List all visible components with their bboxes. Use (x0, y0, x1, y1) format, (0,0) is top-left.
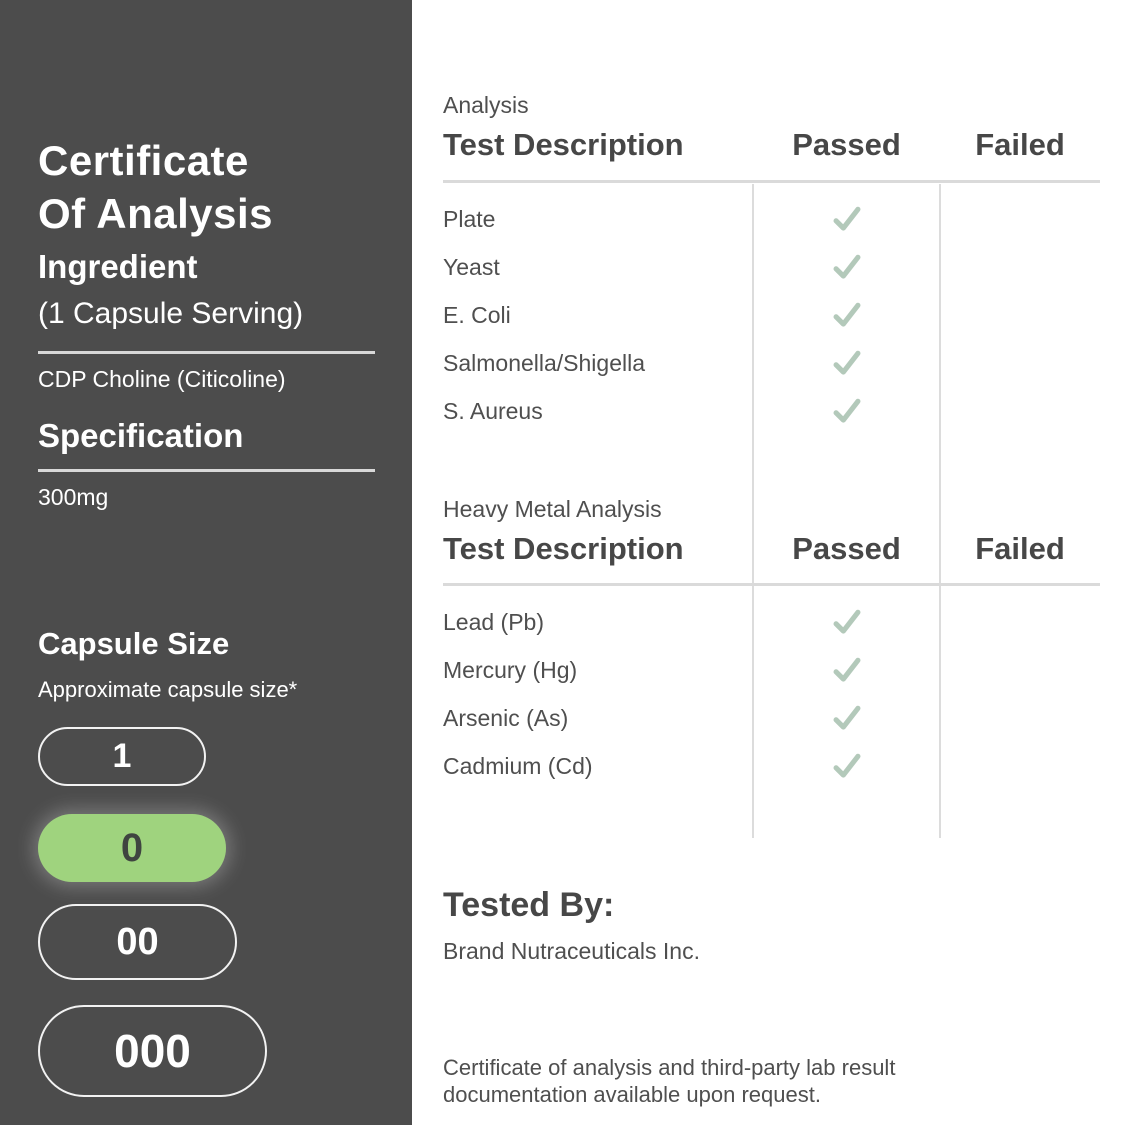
table-row (443, 694, 1100, 742)
check-icon (830, 701, 864, 735)
heavy-metal-section-label: Heavy Metal Analysis (443, 496, 662, 522)
check-icon (830, 298, 864, 332)
check-icon (830, 749, 864, 783)
passed-cell (753, 394, 940, 428)
test-name: Salmonella/Shigella (443, 349, 646, 376)
test-name: S. Aureus (443, 397, 543, 424)
capsule-size-option-label: 1 (112, 737, 132, 775)
ingredient-value: CDP Choline (Citicoline) (38, 366, 286, 392)
column-header-failed: Failed (975, 127, 1065, 162)
table-row (443, 195, 1100, 243)
capsule-size-option-00[interactable] (38, 904, 237, 980)
capsule-size-heading: Capsule Size (38, 626, 230, 661)
passed-cell (753, 701, 940, 735)
column-header-test-description: Test Description (443, 531, 684, 566)
table-row (443, 291, 1100, 339)
test-name: E. Coli (443, 301, 511, 328)
check-icon (830, 653, 864, 687)
check-icon (830, 346, 864, 380)
page-title (38, 134, 273, 240)
passed-cell (753, 749, 940, 783)
column-header-passed: Passed (792, 127, 901, 162)
test-name: Cadmium (Cd) (443, 752, 593, 779)
analysis-header-divider (443, 180, 1100, 183)
passed-cell (753, 605, 940, 639)
capsule-size-option-0-selected[interactable] (38, 814, 226, 882)
test-name: Yeast (443, 253, 500, 280)
capsule-size-option-label: 000 (114, 1025, 191, 1077)
check-icon (830, 394, 864, 428)
column-header-test-description: Test Description (443, 127, 684, 162)
tested-by-value: Brand Nutraceuticals Inc. (443, 938, 700, 964)
test-name: Arsenic (As) (443, 704, 569, 731)
heavy-metal-table-body (443, 598, 1100, 790)
ingredient-divider (38, 351, 375, 354)
test-name: Lead (Pb) (443, 608, 545, 635)
specification-divider (38, 469, 375, 472)
tested-by-heading: Tested By: (443, 886, 615, 924)
table-row (443, 339, 1100, 387)
passed-cell (753, 202, 940, 236)
table-row (443, 646, 1100, 694)
footer-note: Certificate of analysis and third-party lab result documentation available upon request. (443, 1055, 896, 1107)
check-icon (830, 605, 864, 639)
check-icon (830, 202, 864, 236)
capsule-size-option-1[interactable] (38, 727, 206, 786)
table-row (443, 598, 1100, 646)
analysis-table-header (443, 127, 1100, 163)
capsule-size-option-label: 00 (116, 920, 159, 963)
check-icon (830, 250, 864, 284)
passed-cell (753, 250, 940, 284)
heavy-metal-table-header (443, 531, 1100, 567)
passed-cell (753, 346, 940, 380)
column-header-failed: Failed (975, 531, 1065, 566)
specification-heading: Specification (38, 417, 244, 454)
specification-value: 300mg (38, 484, 109, 510)
test-name: Mercury (Hg) (443, 656, 578, 683)
test-name: Plate (443, 205, 496, 232)
page-title-line2: Of Analysis (38, 190, 274, 238)
table-row (443, 387, 1100, 435)
capsule-size-subheading: Approximate capsule size* (38, 677, 298, 702)
ingredient-heading: Ingredient (38, 248, 198, 285)
heavy-metal-header-divider (443, 583, 1100, 586)
analysis-section-label: Analysis (443, 92, 529, 118)
ingredient-subheading: (1 Capsule Serving) (38, 297, 304, 330)
passed-cell (753, 298, 940, 332)
page-title-line1: Certificate (38, 137, 249, 185)
table-row (443, 742, 1100, 790)
analysis-table-body (443, 195, 1100, 435)
column-header-passed: Passed (792, 531, 901, 566)
capsule-size-option-label: 0 (120, 825, 144, 870)
sidebar (0, 0, 412, 1125)
table-row (443, 243, 1100, 291)
passed-cell (753, 653, 940, 687)
capsule-size-option-000[interactable] (38, 1005, 267, 1097)
